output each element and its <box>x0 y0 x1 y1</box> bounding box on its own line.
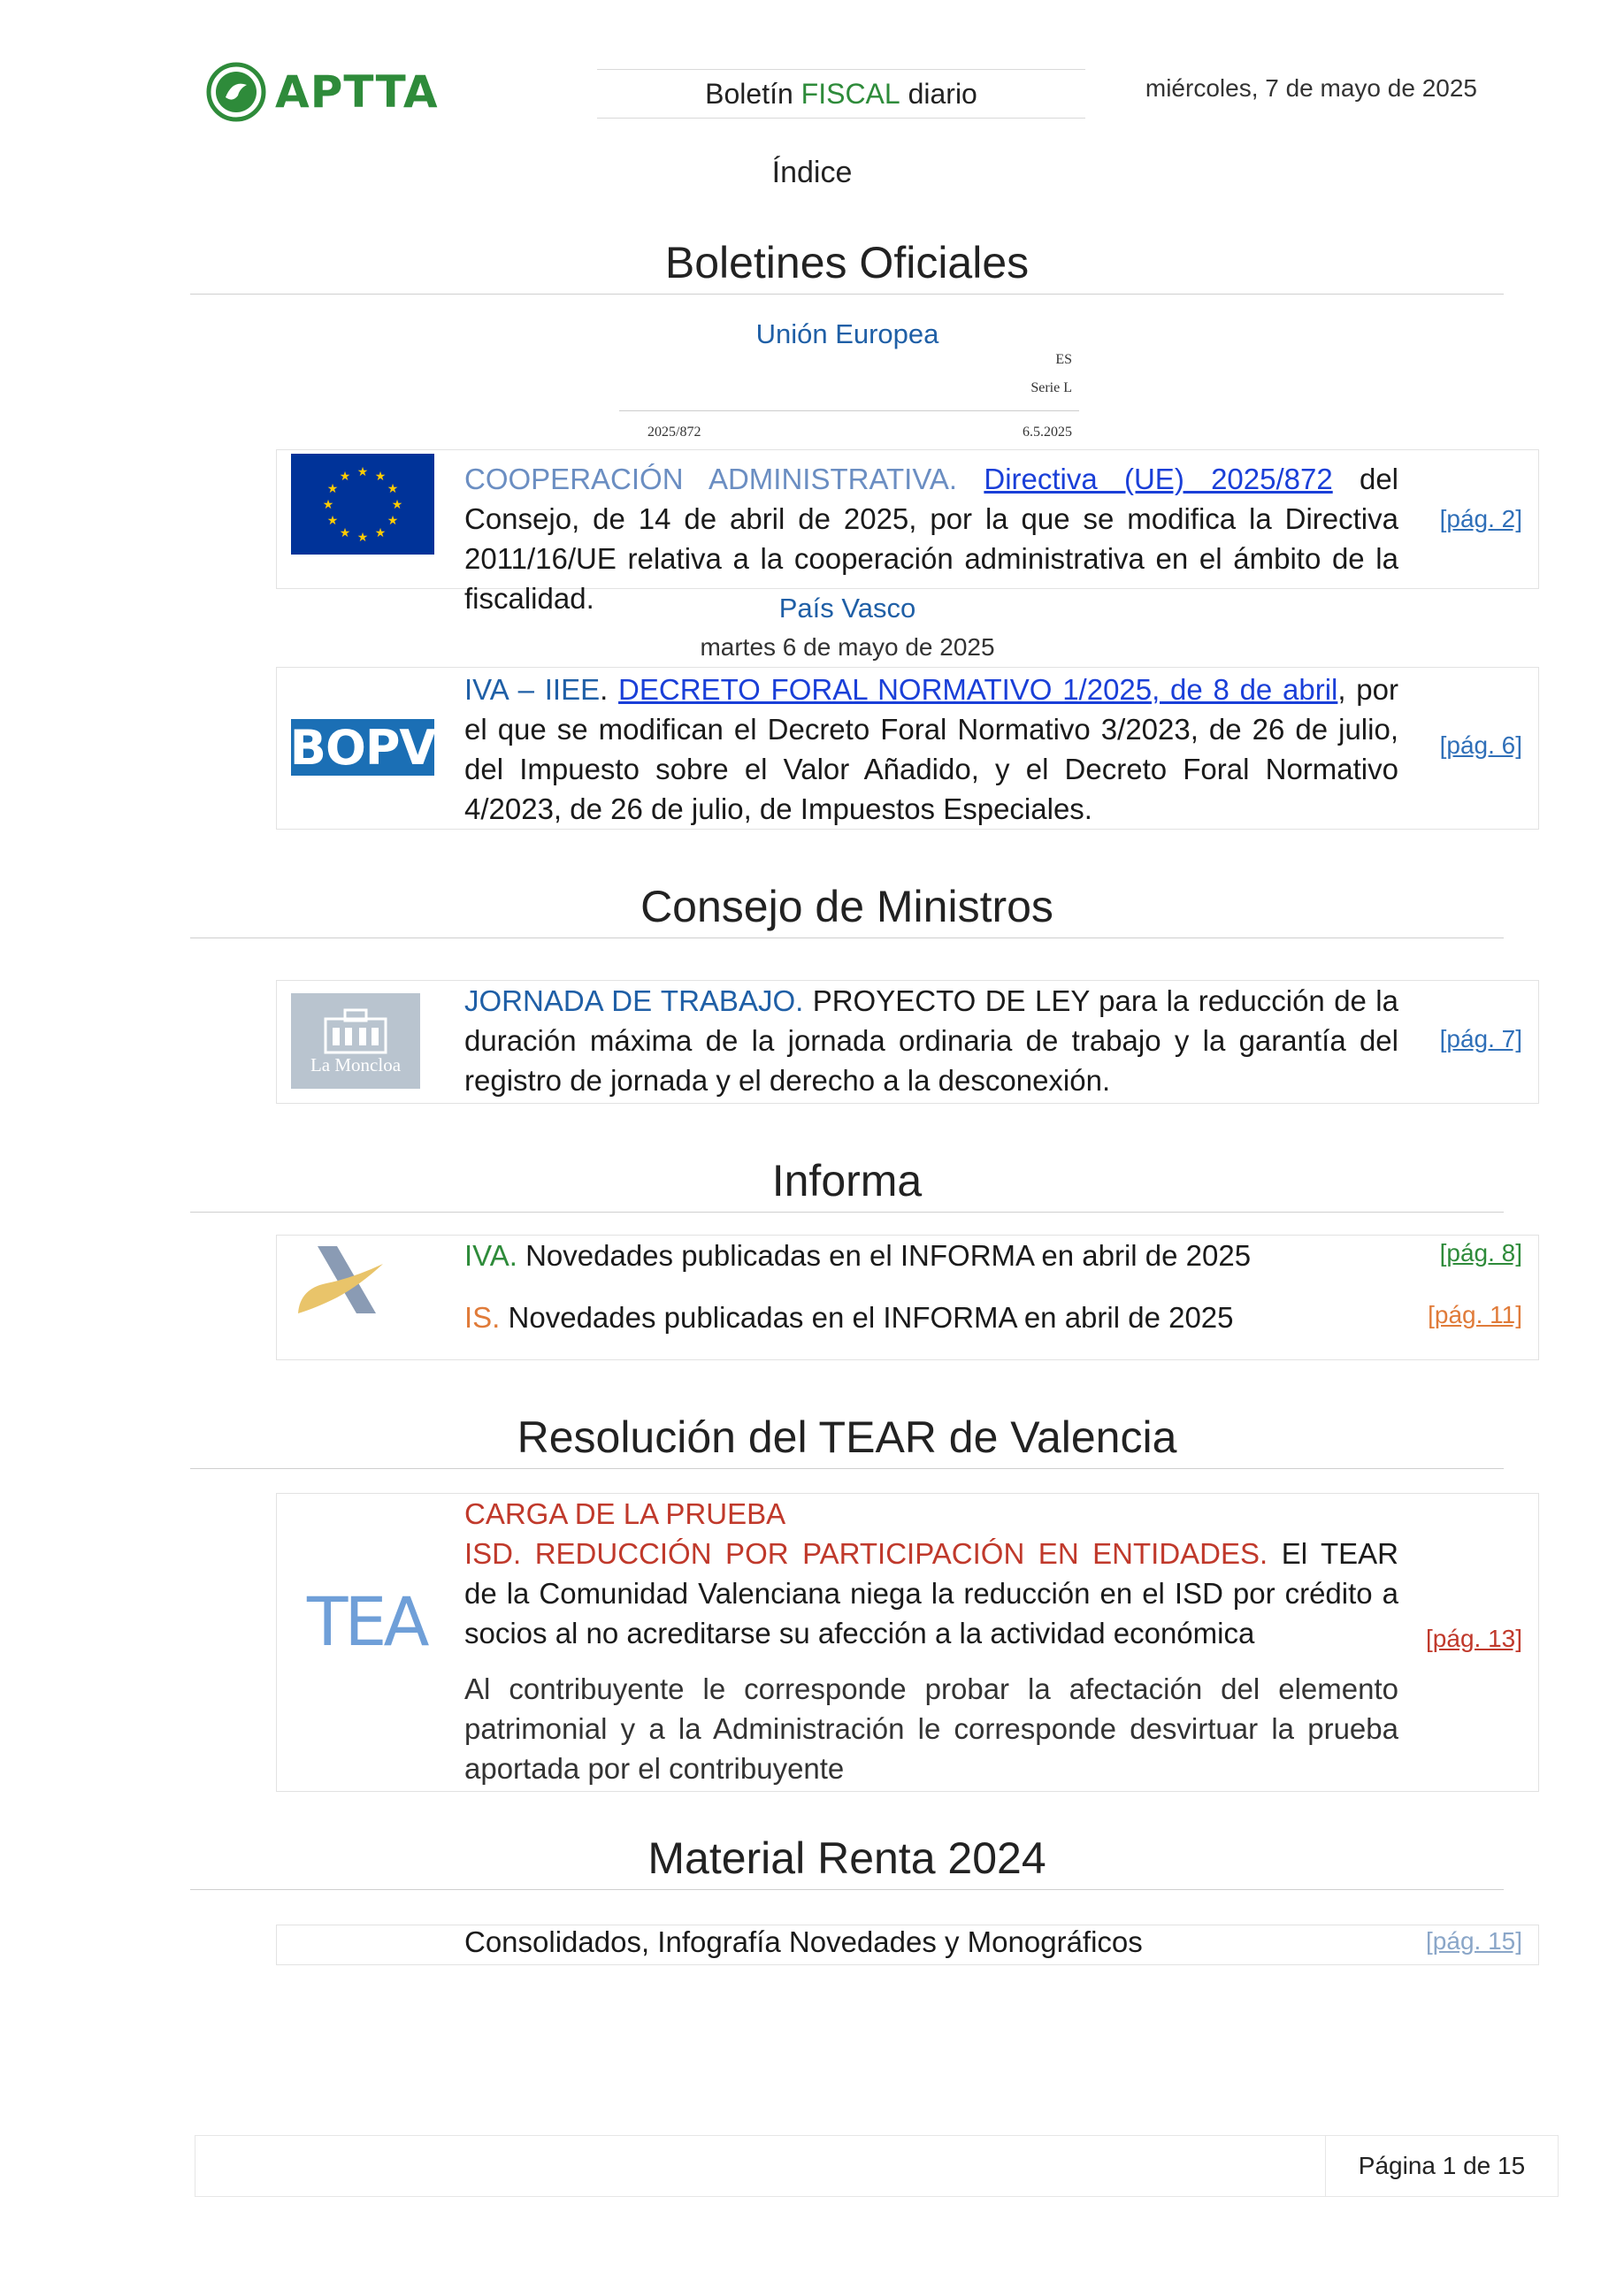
page-link-tear[interactable]: [pág. 13] <box>1426 1625 1522 1652</box>
svg-text:★: ★ <box>387 482 399 496</box>
entry-category-consejo: JORNADA DE TRABAJO. <box>464 984 804 1017</box>
pais-vasco-date: martes 6 de mayo de 2025 <box>700 633 995 661</box>
link-directiva[interactable]: Directiva (UE) 2025/872 <box>984 463 1333 495</box>
entry-category-tear-2: ISD. REDUCCIÓN POR PARTICIPACIÓN EN ENTIDADES. <box>464 1537 1268 1570</box>
section-title-boletines: Boletines Oficiales <box>190 237 1504 295</box>
page-footer <box>195 2135 1559 2197</box>
section-title-renta: Material Renta 2024 <box>190 1833 1504 1890</box>
bulletin-highlight: FISCAL <box>801 77 900 110</box>
bulletin-prefix: Boletín <box>705 77 801 110</box>
page-link-informa-2[interactable]: [pág. 11] <box>1428 1301 1522 1328</box>
bulletin-suffix: diario <box>900 77 977 110</box>
informa-text-2: Novedades publicadas en el INFORMA en abril de 2025 <box>500 1301 1234 1334</box>
svg-text:★: ★ <box>339 470 351 484</box>
entry-text-consejo <box>464 981 1398 1100</box>
page-link-pv[interactable]: [pág. 6] <box>1439 731 1522 759</box>
svg-text:★: ★ <box>356 465 369 479</box>
page-link-renta[interactable]: [pág. 15] <box>1426 1927 1522 1955</box>
svg-text:★: ★ <box>356 531 369 545</box>
entry-body-ue: del Consejo, de 14 de abril de 2025, por la que se modifica la Directiva 2011/16/UE relativa a la cooperación administrativa en el ámbito de la fiscalidad. <box>464 463 1399 615</box>
entry-card-pv <box>276 667 1539 830</box>
tea-logo-text: TEA <box>307 1582 426 1661</box>
header-date: miércoles, 7 de mayo de 2025 <box>1145 74 1477 102</box>
aeat-logo-icon <box>291 1239 388 1322</box>
link-decreto-foral[interactable]: DECRETO FORAL NORMATIVO 1/2025, de 8 de abril <box>618 673 1338 706</box>
entry-card-renta <box>276 1925 1539 1965</box>
section-title-informa: Informa <box>190 1155 1504 1213</box>
entry-card-tear <box>276 1493 1539 1792</box>
official-journal-header <box>619 350 1079 449</box>
entry-category-dot: . <box>600 673 619 706</box>
page-number: Página 1 de 15 <box>1325 2136 1558 2196</box>
bopv-logo-text: BOPV <box>289 719 436 776</box>
entry-text-pv <box>464 670 1398 829</box>
svg-text:★: ★ <box>339 526 351 540</box>
eu-flag-icon <box>291 454 434 555</box>
logo-text: APTTA <box>275 66 439 118</box>
informa-category-1: IVA. <box>464 1239 517 1272</box>
entry-body-pv: , por el que se modifican el Decreto Foral Normativo 3/2023, de 26 de julio, del Impuesto sobre el Valor Añadido, y el Decreto Foral Normativo 4/2023, de 26 de julio, de Impuestos Especiales. <box>464 673 1398 825</box>
page-link-consejo[interactable]: [pág. 7] <box>1439 1025 1522 1052</box>
svg-text:★: ★ <box>374 470 387 484</box>
entry-category-pv: IVA – IIEE <box>464 673 601 706</box>
svg-text:★: ★ <box>326 482 339 496</box>
section-title-tear: Resolución del TEAR de Valencia <box>190 1412 1504 1469</box>
subtitle-union-europea: Unión Europea <box>755 318 939 349</box>
index-title: Índice <box>771 156 853 189</box>
entry-card-consejo <box>276 980 1539 1104</box>
svg-text:★: ★ <box>322 498 334 512</box>
subtitle-pais-vasco: País Vasco <box>778 593 916 624</box>
entry-body-tear-1: El TEAR de la Comunidad Valenciana niega la reducción en el ISD por crédito a socios al no acreditarse su afección a la actividad económica <box>464 1537 1398 1649</box>
svg-text:★: ★ <box>374 526 387 540</box>
moncloa-logo-icon <box>291 993 420 1089</box>
moncloa-building-icon <box>322 1006 389 1054</box>
aptta-logo <box>206 60 454 124</box>
svg-text:★: ★ <box>391 498 403 512</box>
entry-card-informa <box>276 1235 1539 1360</box>
page-link-informa-1[interactable]: [pág. 8] <box>1439 1239 1522 1267</box>
oj-language: ES <box>1055 352 1072 367</box>
informa-item-1 <box>464 1236 1437 1275</box>
entry-body-consejo: PROYECTO DE LEY para la reducción de la duración máxima de la jornada ordinaria de trabajo y la garantía del registro de jornada y el derecho a la desconexión. <box>464 984 1398 1097</box>
tea-logo-icon <box>307 1582 425 1661</box>
svg-text:★: ★ <box>387 514 399 528</box>
entry-category-tear-1: CARGA DE LA PRUEBA <box>464 1497 786 1530</box>
entry-category-ue: COOPERACIÓN ADMINISTRATIVA. <box>464 463 958 495</box>
informa-category-2: IS. <box>464 1301 501 1334</box>
page-link-ue[interactable]: [pág. 2] <box>1439 505 1522 532</box>
entry-text-tear <box>464 1494 1398 1788</box>
svg-text:★: ★ <box>326 514 339 528</box>
section-title-consejo: Consejo de Ministros <box>190 881 1504 938</box>
entry-body-tear-2: Al contribuyente le corresponde probar la afectación del elemento patrimonial y a la Administración le corresponde desvirtuar la prueba aportada por el contribuyente <box>464 1672 1398 1785</box>
informa-item-2 <box>464 1297 1437 1337</box>
oj-date: 6.5.2025 <box>1023 425 1072 440</box>
informa-text-1: Novedades publicadas en el INFORMA en abril de 2025 <box>517 1239 1252 1272</box>
entry-text-renta: Consolidados, Infografía Novedades y Monográficos <box>464 1925 1143 1958</box>
aptta-emblem-icon <box>206 62 266 122</box>
bopv-logo-icon <box>291 719 434 776</box>
bulletin-title <box>597 69 1085 119</box>
oj-divider <box>619 410 1079 411</box>
oj-number: 2025/872 <box>647 425 701 440</box>
oj-series: Serie L <box>1030 380 1072 395</box>
moncloa-logo-text: La Moncloa <box>310 1053 402 1075</box>
